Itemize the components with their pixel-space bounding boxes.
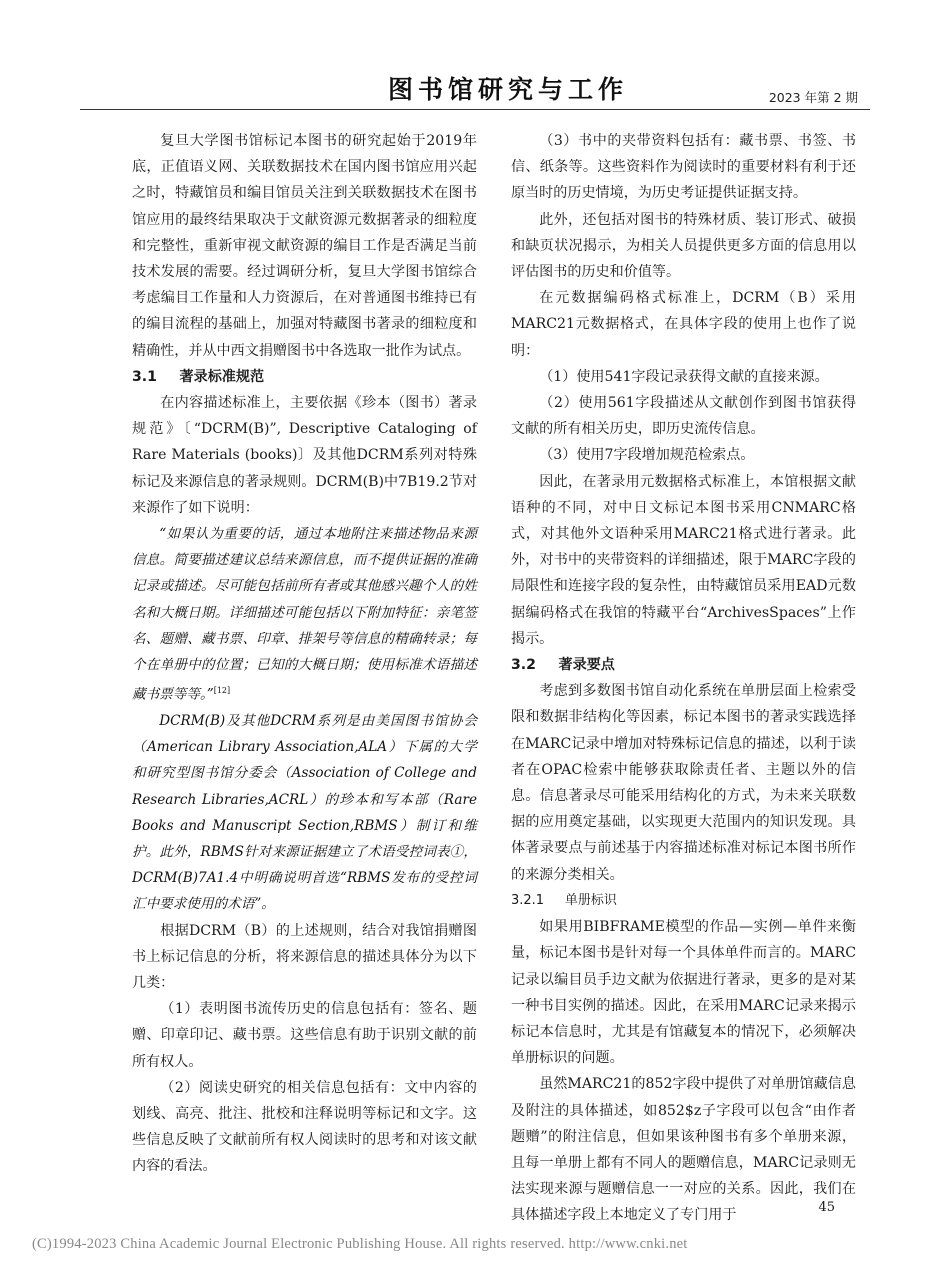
section-heading-3-2-1 [511, 888, 856, 914]
paragraph-therefore: 因此，在著录用元数据格式标准上，本馆根据文献语种的不同，对中日文标记本图书采用CNMARC格式，对其他外文语种采用MARC21格式进行著录。此外，对书中的夹带资料的详细描述，限于MARC字段的局限性和连接字段的复杂性，由特藏馆员采用EAD元数据编码格式在我馆的特藏平台“ArchivesSpaces”上作揭示。 [511, 473, 856, 647]
section-title: 著录要点 [558, 657, 615, 674]
marc-item-1: （1）使用541字段记录获得文献的直接来源。 [539, 368, 829, 385]
list-item-3: （3）书中的夹带资料包括有：藏书票、书签、书信、纸条等。这些资料作为阅读时的重要材料有利于还原当时的历史情境，为历史考证提供证据支持。 [511, 133, 856, 202]
paragraph-points: 考虑到多数图书馆自动化系统在单册层面上检索受限和数据非结构化等因素，标记本图书的著录实践选择在MARC记录中增加对特殊标记信息的描述，以利于读者在OPAC检索中能够获取除责任者、主题以外的信息。信息著录尽可能采用结构化的方式，为未来关联数据的应用奠定基础，以实现更大范围内的知识发现。具体著录要点与前述基于内容描述标准对标记本图书所作的来源分类相关。 [511, 683, 856, 883]
block-quote [132, 521, 477, 708]
citation-marker: [12] [213, 686, 231, 696]
section-number: 3.2 [511, 657, 536, 674]
right-column [511, 128, 856, 1229]
paragraph-marc: 在元数据编码格式标准上，DCRM（B）采用MARC21元数据格式，在具体字段的使用上也作了说明： [511, 290, 856, 359]
quote-text: “如果认为重要的话，通过本地附注来描述物品来源信息。简要描述建议总结来源信息，而不提供证据的准确记录或描述。尽可能包括前所有者或其他感兴趣个人的姓名和大概日期。详细描述可能包括以下附加特征：亲笔签名、题赠、藏书票、印章、排架号等信息的精确转录；每个在单册中的位置；已知的大概日期；使用标准术语描述藏书票等等。” [132, 526, 477, 703]
marc-item-3: （3）使用7字段增加规范检索点。 [539, 447, 755, 464]
section-heading-3-1 [132, 364, 477, 390]
journal-title: 图书馆研究与工作 [388, 75, 629, 104]
marc-item-2: （2）使用561字段描述从文献创作到图书馆获得文献的所有相关历史，即历史流传信息。 [511, 395, 856, 438]
quote-followup: DCRM(B)及其他DCRM系列是由美国图书馆协会（American Library Association,ALA）下属的大学和研究型图书馆分委会（Association of College and Research Libraries,ACRL）的珍本和写本部（Rare Books and Manuscript Section,RBMS）制订和维护。此外，RBMS针对来源证据建立了术语受控词表①，DCRM(B)7A1.4中明确说明首选“RBMS发布的受控词汇中要求使用的术语”。 [132, 713, 477, 913]
paragraph-rules: 根据DCRM（B）的上述规则，结合对我馆捐赠图书上标记信息的分析，将来源信息的描述具体分为以下几类： [132, 922, 477, 992]
page-number: 45 [818, 1200, 835, 1215]
paragraph-standard: 在内容描述标准上，主要依据《珍本（图书）著录规范》〔“DCRM(B)”, Descriptive Cataloging of Rare Materials (books)〕及其他DCRM系列对特殊标记及来源信息的著录规则。DCRM(B)中7B19.2节对来源作了如下说明： [132, 395, 477, 516]
section-number: 3.2.1 [511, 892, 545, 908]
left-column [132, 128, 477, 1180]
section-heading-3-2 [511, 652, 856, 678]
section-number: 3.1 [132, 368, 157, 385]
paragraph-852: 虽然MARC21的852字段中提供了对单册馆藏信息及附注的具体描述，如852$z子字段可以包含“由作者题赠”的附注信息，但如果该种图书有多个单册来源，且每一单册上都有不同人的题赠信息，MARC记录则无法实现来源与题赠信息一一对应的关系。因此，我们在具体描述字段上本地定义了专门用于 [511, 1076, 856, 1224]
list-item-2: （2）阅读史研究的相关信息包括有：文中内容的划线、高亮、批注、批校和注释说明等标记和文字。这些信息反映了文献前所有权人阅读时的思考和对该文献内容的看法。 [132, 1079, 477, 1175]
list-item-1: （1）表明图书流传历史的信息包括有：签名、题赠、印章印记、藏书票。这些信息有助于识别文献的前所有权人。 [132, 1001, 477, 1070]
header-rule [80, 109, 870, 110]
paragraph-other: 此外，还包括对图书的特殊材质、装订形式、破损和缺页状况揭示，为相关人员提供更多方面的信息用以评估图书的历史和价值等。 [511, 211, 856, 281]
paragraph-bibframe: 如果用BIBFRAME模型的作品—实例—单件来衡量，标记本图书是针对每一个具体单件而言的。MARC记录以编目员手边文献为依据进行著录，更多的是对某一种书目实例的描述。因此，在采用MARC记录来揭示标记本信息时，尤其是有馆藏复本的情况下，必须解决单册标识的问题。 [511, 919, 856, 1067]
paragraph-intro: 复旦大学图书馆标记本图书的研究起始于2019年底，正值语义网、关联数据技术在国内图书馆应用兴起之时，特藏馆员和编目馆员关注到关联数据技术在图书馆应用的最终结果取决于文献资源元数据著录的细粒度和完整性，重新审视文献资源的编目工作是否满足当前技术发展的需要。经过调研分析，复旦大学图书馆综合考虑编目工作量和人力资源后，在对普通图书维持已有的编目流程的基础上，加强对特藏图书著录的细粒度和精确性，并从中西文捐赠图书中各选取一批作为试点。 [132, 133, 477, 359]
copyright-footer: (C)1994-2023 China Academic Journal Electronic Publishing House. All rights reserved. http://www.cnki.net [32, 1236, 688, 1252]
issue-label: 2023 年第 2 期 [768, 90, 858, 105]
section-title: 著录标准规范 [179, 368, 265, 385]
section-title: 单册标识 [564, 892, 617, 908]
